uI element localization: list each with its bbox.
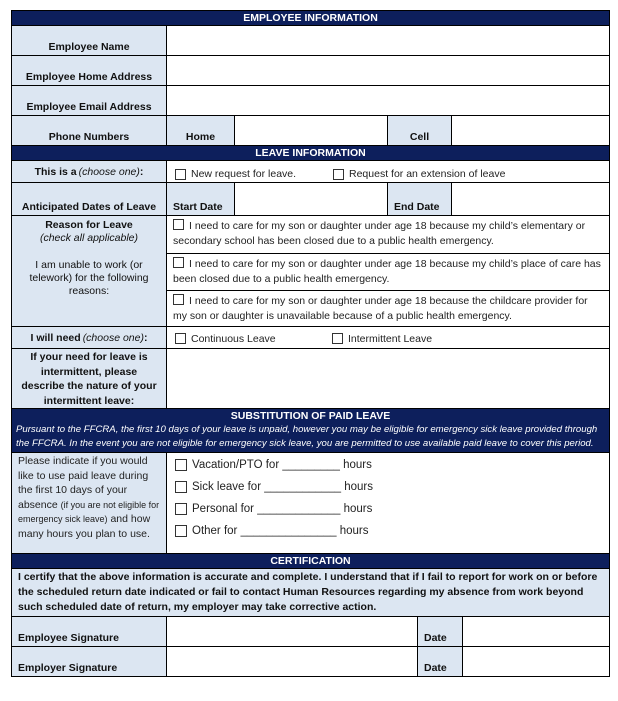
sick-leave-unit: hours	[344, 481, 373, 493]
sick-leave-label: Sick leave for	[192, 481, 262, 493]
sick-leave-hours-blank[interactable]: ____________	[264, 481, 341, 493]
checkbox-icon[interactable]	[175, 333, 186, 344]
paid-leave-options	[166, 453, 609, 553]
reason-option-label: I need to care for my son or daughter under age 18 because the childcare provider for my son or daughter is unavailable because of a public health emergency.	[173, 295, 588, 322]
phone-numbers-row	[12, 115, 609, 145]
leave-need-options	[166, 327, 609, 348]
home-phone-field[interactable]	[234, 116, 387, 145]
end-date-label: End Date	[387, 183, 451, 215]
employer-signature-field[interactable]	[166, 647, 417, 676]
employee-signature-label: Employee Signature	[12, 617, 166, 646]
leave-need-hint: (choose one)	[82, 331, 144, 344]
reason-for-leave-label	[12, 216, 166, 326]
personal-unit: hours	[343, 503, 373, 515]
cell-phone-field[interactable]	[451, 116, 609, 145]
intermittent-description-field[interactable]	[166, 349, 609, 408]
checkbox-icon[interactable]	[175, 459, 187, 471]
employee-date-label: Date	[417, 617, 462, 646]
checkbox-icon[interactable]	[333, 169, 344, 180]
anticipated-dates-row	[12, 182, 609, 215]
employee-email-label: Employee Email Address	[12, 86, 166, 115]
other-unit: hours	[339, 525, 369, 537]
start-date-label: Start Date	[166, 183, 234, 215]
certification-statement: I certify that the above information is accurate and complete. I understand that if I fail to report for work on or before the scheduled return date indicated or fail to contact Human Resources regarding my absence from work beyond such scheduled date of return, my employer may take corrective action.	[12, 568, 609, 616]
request-type-label	[12, 161, 166, 182]
request-type-row	[12, 160, 609, 182]
vacation-pto-label: Vacation/PTO for	[192, 459, 280, 471]
other-option[interactable]	[175, 520, 609, 542]
other-hours-blank[interactable]: _______________	[240, 525, 337, 537]
employer-signature-label: Employer Signature	[12, 647, 166, 676]
reason-option-provider-unavailable[interactable]	[167, 290, 609, 326]
other-label: Other for	[192, 525, 238, 537]
reason-option-label: I need to care for my son or daughter under age 18 because my child’s place of care has been closed due to a public health emergency.	[173, 258, 601, 285]
checkbox-icon[interactable]	[173, 257, 184, 268]
reason-option-school-closed[interactable]	[167, 216, 609, 253]
employer-date-label: Date	[417, 647, 462, 676]
leave-need-label	[12, 327, 166, 348]
personal-option[interactable]	[175, 498, 609, 520]
start-date-field[interactable]	[234, 183, 387, 215]
employee-home-address-label: Employee Home Address	[12, 56, 166, 85]
continuous-leave-label: Continuous Leave	[191, 332, 276, 345]
paid-leave-question-part2: and how many hours you plan to use.	[18, 513, 151, 540]
continuous-leave-option[interactable]	[175, 333, 332, 345]
employee-signature-field[interactable]	[166, 617, 417, 646]
section-header-leave-information: LEAVE INFORMATION	[12, 145, 609, 160]
checkbox-icon[interactable]	[175, 481, 187, 493]
employee-date-field[interactable]	[462, 617, 609, 646]
checkbox-icon[interactable]	[175, 525, 187, 537]
checkbox-icon[interactable]	[175, 169, 186, 180]
reason-options	[166, 216, 609, 326]
section-header-employee-information: EMPLOYEE INFORMATION	[12, 10, 609, 25]
end-date-field[interactable]	[451, 183, 609, 215]
employee-name-row	[12, 25, 609, 55]
employee-home-address-row	[12, 55, 609, 85]
reason-for-leave-row	[12, 215, 609, 326]
request-type-label-text: This is a	[34, 165, 77, 178]
employee-name-label: Employee Name	[12, 26, 166, 55]
new-request-option[interactable]	[175, 168, 333, 180]
checkbox-icon[interactable]	[332, 333, 343, 344]
vacation-pto-hours-blank[interactable]: _________	[282, 459, 340, 471]
checkbox-icon[interactable]	[173, 219, 184, 230]
intermittent-description-row	[12, 348, 609, 408]
reason-description: I am unable to work (or telework) for the following reasons:	[29, 259, 149, 297]
leave-request-form	[11, 10, 610, 677]
paid-leave-question-small: (if you are not eligible for emergency sick leave)	[18, 499, 160, 524]
intermittent-leave-option[interactable]	[332, 333, 432, 345]
employee-email-row	[12, 85, 609, 115]
paid-leave-question	[12, 453, 166, 553]
checkbox-icon[interactable]	[175, 503, 187, 515]
personal-hours-blank[interactable]: _____________	[257, 503, 341, 515]
phone-numbers-label: Phone Numbers	[12, 116, 166, 145]
leave-need-row	[12, 326, 609, 348]
request-type-hint: (choose one)	[78, 165, 140, 178]
employer-signature-row	[12, 646, 609, 676]
reason-title: Reason for Leave	[45, 219, 133, 231]
reason-option-label: I need to care for my son or daughter under age 18 because my child’s elementary or secondary school has been closed due to a public health emergency.	[173, 220, 586, 247]
checkbox-icon[interactable]	[173, 294, 184, 305]
section-header-certification: CERTIFICATION	[12, 553, 609, 568]
employer-date-field[interactable]	[462, 647, 609, 676]
request-type-suffix: :	[139, 165, 144, 178]
employee-signature-row	[12, 616, 609, 646]
section-header-paid-leave	[12, 408, 609, 452]
anticipated-dates-label: Anticipated Dates of Leave	[12, 183, 166, 215]
home-phone-label: Home	[166, 116, 234, 145]
request-type-options	[166, 161, 609, 182]
extension-request-label: Request for an extension of leave	[349, 168, 506, 180]
extension-request-option[interactable]	[333, 168, 505, 180]
personal-label: Personal for	[192, 503, 255, 515]
employee-name-field[interactable]	[166, 26, 609, 55]
paid-leave-title: SUBSTITUTION OF PAID LEAVE	[230, 410, 391, 422]
reason-option-place-of-care-closed[interactable]	[167, 253, 609, 290]
intermittent-description-label: If your need for leave is intermittent, please describe the nature of your intermittent leave:	[12, 349, 166, 408]
vacation-pto-unit: hours	[343, 459, 372, 471]
cell-phone-label: Cell	[387, 116, 451, 145]
intermittent-leave-label: Intermittent Leave	[348, 332, 433, 345]
reason-hint: (check all applicable)	[39, 232, 139, 244]
sick-leave-option[interactable]	[175, 476, 609, 498]
employee-home-address-field[interactable]	[166, 56, 609, 85]
paid-leave-row	[12, 452, 609, 553]
vacation-pto-option[interactable]	[175, 454, 609, 476]
paid-leave-question-part1: Please indicate if you would like to use paid leave during the first 10 days of your absence	[18, 455, 149, 511]
new-request-label: New request for leave.	[191, 168, 297, 180]
paid-leave-note: Pursuant to the FFCRA, the first 10 days of your leave is unpaid, however you may be eligible for emergency sick leave provided through the FFCRA. In the event you are not eligible for emergency sick leave, you are permitted to use available paid leave to cover this period.	[16, 424, 598, 449]
leave-need-label-text: I will need	[30, 331, 81, 344]
leave-need-suffix: :	[143, 331, 148, 344]
employee-email-field[interactable]	[166, 86, 609, 115]
